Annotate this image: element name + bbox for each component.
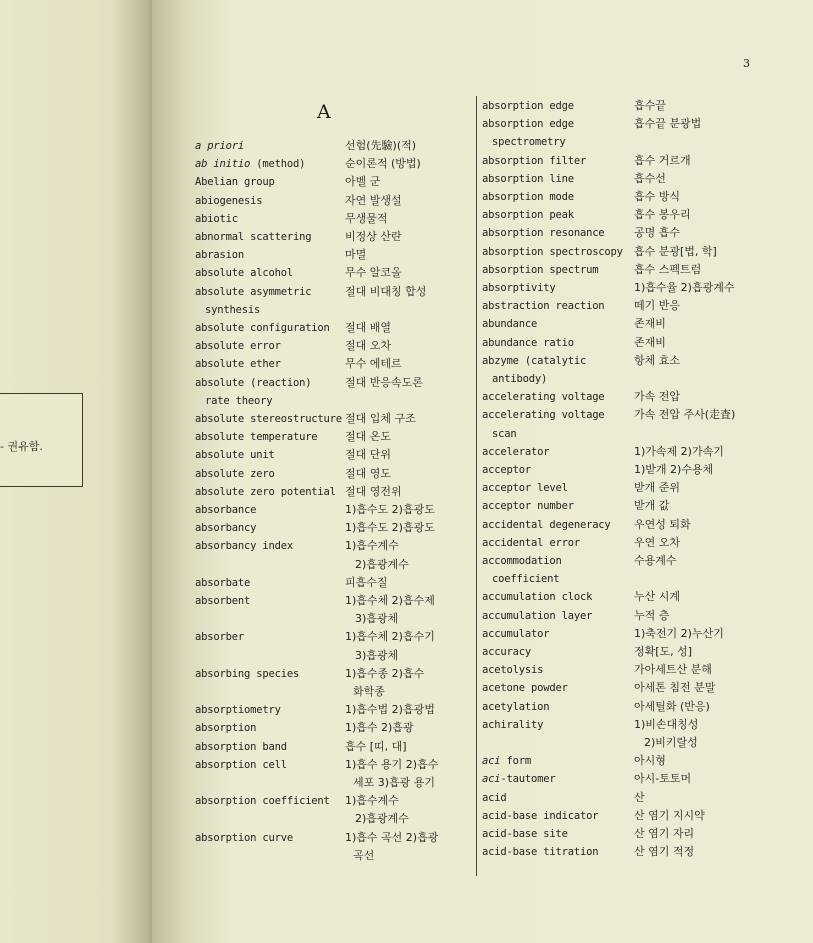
entry-definition: 아벨 군 [345, 175, 381, 189]
entry-definition: 우연 오차 [634, 535, 681, 549]
entry-term: absorbing species [195, 667, 300, 680]
entry-definition: 3)흡광체 [355, 612, 399, 626]
entry-definition: 흡수 [띠, 대] [345, 739, 407, 753]
entry-definition: 절대 배열 [345, 321, 392, 334]
entry-term: accidental degeneracy [482, 518, 611, 531]
entry-definition: 산 염기 자리 [634, 827, 695, 840]
entry-term: acid-base site [482, 828, 568, 840]
entry-definition: 공명 흡수 [634, 226, 681, 240]
entry-definition: 선험(先驗)(적) [345, 139, 417, 152]
entry-term: a priori [195, 140, 244, 152]
entry-definition: 2)흡광계수 [355, 557, 409, 571]
entry-definition: 흡수 봉우리 [634, 208, 691, 222]
entry-term: aci form [482, 755, 531, 768]
entry-term-continuation: synthesis [205, 303, 261, 316]
entry-term: absorption coefficient [195, 795, 330, 808]
entry-definition: 1)흡수 용기 2)흡수 [345, 757, 439, 771]
entry-term: absolute (reaction) [195, 376, 312, 389]
entry-term: absorbent [195, 595, 251, 607]
entry-definition: 2)흡광계수 [355, 812, 409, 826]
entry-term: absorption line [482, 172, 574, 185]
entry-term-continuation: rate theory [205, 394, 273, 407]
entry-definition: 1)축전기 2)누산기 [634, 626, 724, 640]
entry-definition: 2)비키랄성 [644, 735, 698, 749]
entry-definition: 아세틸화 (반응) [634, 699, 710, 713]
entry-term: acetylation [482, 700, 550, 713]
entry-definition: 흡수선 [634, 171, 666, 185]
entry-definition: 수용계수 [634, 554, 677, 567]
entry-term: absorption mode [482, 191, 574, 203]
entry-definition: 누산 시계 [634, 590, 681, 604]
entry-definition: 정확[도, 성] [634, 645, 693, 658]
entry-definition: 곡선 [353, 848, 375, 862]
entry-definition: 받개 준위 [634, 481, 681, 495]
entry-definition: 무수 에테르 [345, 357, 402, 371]
entry-term: absolute temperature [195, 431, 318, 444]
entry-term: absorbate [195, 576, 251, 589]
entry-definition: 세포 3)흡광 용기 [353, 775, 436, 789]
entry-definition: 항체 효소 [634, 353, 681, 367]
entry-term: absorption cell [195, 758, 287, 771]
entry-term: accuracy [482, 646, 531, 658]
entry-term: accelerating voltage [482, 391, 605, 404]
entry-term: acceptor level [482, 482, 568, 495]
entry-term: absorption filter [482, 154, 587, 167]
section-letter: A [317, 101, 331, 123]
entry-definition: 누적 층 [634, 608, 670, 622]
entry-term: absorbance [195, 504, 257, 516]
entry-definition: 무수 알코올 [345, 266, 402, 280]
entry-term: absorbancy index [195, 540, 293, 553]
entry-definition: 1)흡수계수 [345, 794, 399, 808]
entry-definition: 흡수끝 [634, 99, 666, 112]
entry-definition: 절대 입체 구조 [345, 412, 416, 425]
entry-definition: 1)흡수계수 [345, 539, 399, 553]
entry-definition: 흡수 거르개 [634, 153, 691, 167]
entry-term: absolute asymmetric [195, 285, 312, 298]
entry-term: absorbancy [195, 522, 257, 535]
entry-definition: 절대 반응속도론 [345, 375, 423, 389]
entry-term: accommodation [482, 555, 562, 567]
entry-definition: 1)흡수율 2)흡광계수 [634, 281, 735, 294]
entry-term: absorptivity [482, 282, 556, 294]
entry-term: ab initio (method) [195, 158, 306, 171]
entry-definition: 우연성 퇴화 [634, 517, 691, 531]
entry-term: absolute zero potential [195, 485, 336, 498]
column-divider [476, 96, 477, 876]
entry-definition: 아세톤 침전 분말 [634, 681, 716, 695]
entry-term: absorption spectrum [482, 263, 599, 276]
entry-definition: 존재비 [634, 335, 666, 349]
entry-definition: 산 염기 적정 [634, 845, 695, 859]
entry-definition: 가속 전압 [634, 390, 681, 404]
entry-definition: 존재비 [634, 317, 666, 331]
entry-term: abrasion [195, 249, 244, 262]
entry-term: acetone powder [482, 682, 568, 695]
entry-term: absorption curve [195, 831, 293, 844]
entry-definition: 흡수 스펙트럼 [634, 262, 702, 276]
entry-definition: 화학종 [353, 684, 385, 698]
entry-term: absolute zero [195, 467, 275, 480]
entry-term: acid-base titration [482, 846, 599, 859]
entry-definition: 흡수끝 분광법 [634, 117, 702, 131]
entry-definition: 1)흡수 2)흡광 [345, 721, 414, 735]
entry-term: accelerating voltage [482, 409, 605, 422]
entry-definition: 절대 온도 [345, 430, 392, 444]
entry-definition: 아시형 [634, 754, 666, 768]
entry-term: abzyme (catalytic [482, 354, 587, 367]
entry-term: absorber [195, 631, 244, 644]
entry-term: absolute stereostructure [195, 413, 342, 425]
entry-definition: 1)흡수체 2)흡수제 [345, 594, 435, 607]
entry-definition: 산 염기 지시약 [634, 808, 705, 822]
entry-definition: 절대 단위 [345, 448, 392, 462]
entry-definition: 순이론적 (방법) [345, 157, 421, 171]
entry-term: accumulator [482, 627, 550, 640]
entry-term: absorptiometry [195, 704, 281, 717]
entry-term: acetolysis [482, 664, 544, 677]
entry-term: abiotic [195, 212, 238, 225]
entry-term: Abelian group [195, 176, 275, 189]
entry-term: absorption resonance [482, 227, 605, 240]
entry-definition: 가속 전압 주사(走査) [634, 408, 736, 422]
entry-term: absorption band [195, 740, 287, 753]
entry-term-continuation: spectrometry [492, 136, 566, 149]
entry-definition: 1)가속제 2)가속기 [634, 444, 724, 458]
entry-definition: 절대 영전위 [345, 484, 402, 498]
entry-term: absolute unit [195, 449, 275, 462]
entry-term-continuation: antibody) [492, 372, 548, 385]
entry-definition: 1)흡수 곡선 2)흡광 [345, 830, 439, 844]
entry-term: acceptor [482, 464, 531, 476]
entry-definition: 비정상 산란 [345, 230, 402, 243]
left-page-snippet: - 권유함. [0, 440, 43, 453]
entry-definition: 절대 영도 [345, 466, 392, 480]
entry-term: absorption spectroscopy [482, 245, 623, 258]
entry-definition: 자연 발생설 [345, 193, 402, 207]
entry-term-continuation: scan [492, 427, 517, 440]
entry-definition: 가아세트산 분해 [634, 663, 712, 677]
entry-term: accumulation clock [482, 591, 593, 604]
entry-term: absolute alcohol [195, 267, 293, 280]
entry-definition: 절대 오차 [345, 339, 392, 353]
entry-term: abnormal scattering [195, 231, 312, 243]
entry-term: abundance [482, 318, 538, 331]
entry-term-continuation: coefficient [492, 573, 560, 586]
entry-definition: 떼기 반응 [634, 299, 681, 313]
entry-term: absolute configuration [195, 322, 330, 334]
entry-term: accidental error [482, 536, 580, 549]
entry-term: abundance ratio [482, 336, 574, 349]
entry-definition: 1)흡수체 2)흡수기 [345, 630, 435, 644]
entry-definition: 흡수 방식 [634, 190, 681, 203]
entry-term: absorption peak [482, 209, 574, 222]
entry-definition: 1)흡수도 2)흡광도 [345, 521, 435, 535]
entry-term: aci-tautomer [482, 773, 556, 786]
entry-definition: 마멸 [345, 248, 367, 262]
left-page-edge [0, 0, 160, 943]
entry-term: achirality [482, 718, 544, 731]
entry-definition: 1)흡수도 2)흡광도 [345, 503, 435, 516]
entry-definition: 흡수 분광[법, 학] [634, 244, 717, 258]
entry-term: acid [482, 791, 507, 804]
entry-term: abstraction reaction [482, 300, 605, 313]
entry-term: absolute error [195, 340, 281, 353]
entry-term: acid-base indicator [482, 809, 599, 822]
entry-term: absorption [195, 722, 257, 735]
entry-definition: 아시-토토머 [634, 772, 692, 786]
entry-term: absolute ether [195, 358, 281, 371]
entry-definition: 3)흡광체 [355, 648, 399, 662]
entry-definition: 1)흡수종 2)흡수 [345, 666, 425, 680]
entry-definition: 산 [634, 790, 645, 804]
page-number: 3 [743, 57, 750, 70]
entry-definition: 무생물적 [345, 211, 388, 225]
entry-term: absorption edge [482, 100, 574, 112]
entry-definition: 1)흡수법 2)흡광법 [345, 703, 435, 717]
entry-definition: 피흡수질 [345, 575, 388, 589]
entry-term: accelerator [482, 445, 550, 458]
entry-term: absorption edge [482, 118, 574, 131]
entry-term: accumulation layer [482, 609, 593, 622]
entry-definition: 1)비손대칭성 [634, 717, 699, 731]
entry-term: abiogenesis [195, 194, 263, 207]
entry-term: acceptor number [482, 500, 574, 513]
entry-definition: 받개 값 [634, 499, 670, 513]
entry-definition: 1)받개 2)수용체 [634, 463, 714, 476]
entry-definition: 절대 비대칭 합성 [345, 284, 427, 298]
